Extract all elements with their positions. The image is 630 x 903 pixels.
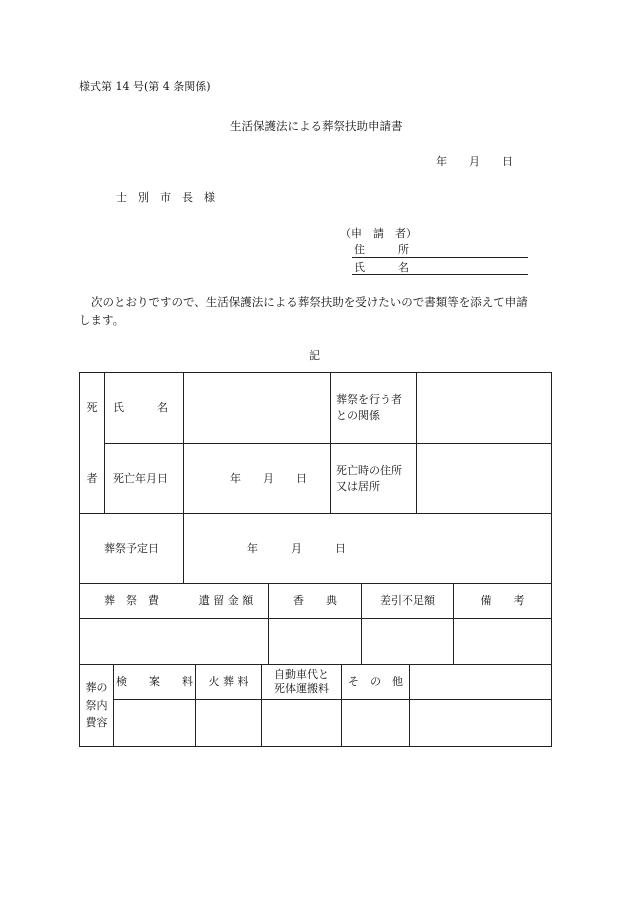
relation-header-line-1: 葬祭を行う者 (336, 393, 402, 407)
name-value[interactable] (184, 373, 330, 443)
note-mark: 記 (309, 349, 320, 362)
table-border-right (551, 372, 552, 747)
breakdown-value-blank[interactable] (410, 700, 551, 746)
address-label: 住 所 (354, 243, 409, 256)
form-number: 様式第 14 号(第 4 条関係) (79, 80, 211, 93)
addressee: 士 別 市 長 様 (116, 191, 215, 204)
deceased-char-2: 者 (86, 471, 98, 485)
relation-value[interactable] (417, 373, 551, 443)
cost-header-funeral: 葬 祭 費 (104, 594, 159, 608)
breakdown-header-inspection: 検 案 料 (116, 675, 193, 689)
breakdown-value-transport[interactable] (262, 700, 341, 746)
breakdown-header-other: そ の 他 (348, 675, 403, 689)
breakdown-value-other[interactable] (342, 700, 409, 746)
breakdown-label-line-2: 祭内 (85, 698, 108, 712)
cost-value-funeral[interactable] (80, 619, 183, 664)
relation-header (336, 373, 416, 443)
cost-header-remaining: 遺 留 金 額 (198, 594, 254, 608)
col-line-deceased (104, 372, 105, 514)
scheduled-date-value[interactable]: 年 月 日 (247, 541, 346, 555)
death-address-header-line-1: 死亡時の住所 (336, 463, 402, 477)
cost-value-koden[interactable] (269, 619, 361, 664)
table-border-bottom (79, 746, 552, 747)
breakdown-value-inspection[interactable] (114, 700, 195, 746)
breakdown-value-cremation[interactable] (196, 700, 261, 746)
body-text-line-1: 次のとおりですので、生活保護法による葬祭扶助を受けたいので書類等を添えて申請 (91, 295, 528, 309)
document-title: 生活保護法による葬祭扶助申請書 (230, 119, 403, 133)
cost-value-remaining[interactable] (184, 619, 268, 664)
col-line-mid (330, 372, 331, 514)
date-line: 年 月 日 (436, 155, 513, 168)
breakdown-header-transport (262, 665, 341, 699)
deceased-char-1: 死 (86, 401, 98, 415)
death-date-value[interactable]: 年 月 日 (230, 471, 307, 485)
breakdown-label-line-1: 葬の (85, 681, 108, 695)
death-address-header-line-2: 又は居所 (336, 479, 380, 493)
applicant-label: （申 請 者） (340, 227, 417, 240)
cost-header-shortfall: 差引不足額 (380, 594, 435, 608)
scheduled-date-header: 葬祭予定日 (104, 541, 159, 555)
breakdown-label-line-3: 費容 (85, 716, 108, 730)
death-address-header (336, 444, 416, 513)
breakdown-label (80, 665, 113, 746)
body-text-line-2: します。 (79, 313, 125, 327)
name-underline (352, 274, 528, 275)
name-header: 氏 名 (113, 401, 168, 415)
breakdown-header-transport-line-1: 自動車代と (274, 667, 329, 681)
cost-header-remarks: 備 考 (480, 594, 525, 608)
breakdown-header-transport-line-2: 死体運搬料 (274, 682, 329, 695)
applicant-name-label: 氏 名 (354, 261, 409, 274)
breakdown-header-cremation: 火 葬 料 (208, 675, 249, 689)
breakdown-header-blank (410, 665, 551, 699)
cost-value-shortfall[interactable] (362, 619, 453, 664)
address-underline (352, 257, 528, 258)
relation-header-line-2: との関係 (336, 409, 380, 422)
death-address-value[interactable] (417, 444, 551, 513)
death-date-header: 死亡年月日 (113, 471, 168, 485)
cost-value-remarks[interactable] (454, 619, 551, 664)
cost-header-koden: 香 典 (293, 594, 337, 608)
